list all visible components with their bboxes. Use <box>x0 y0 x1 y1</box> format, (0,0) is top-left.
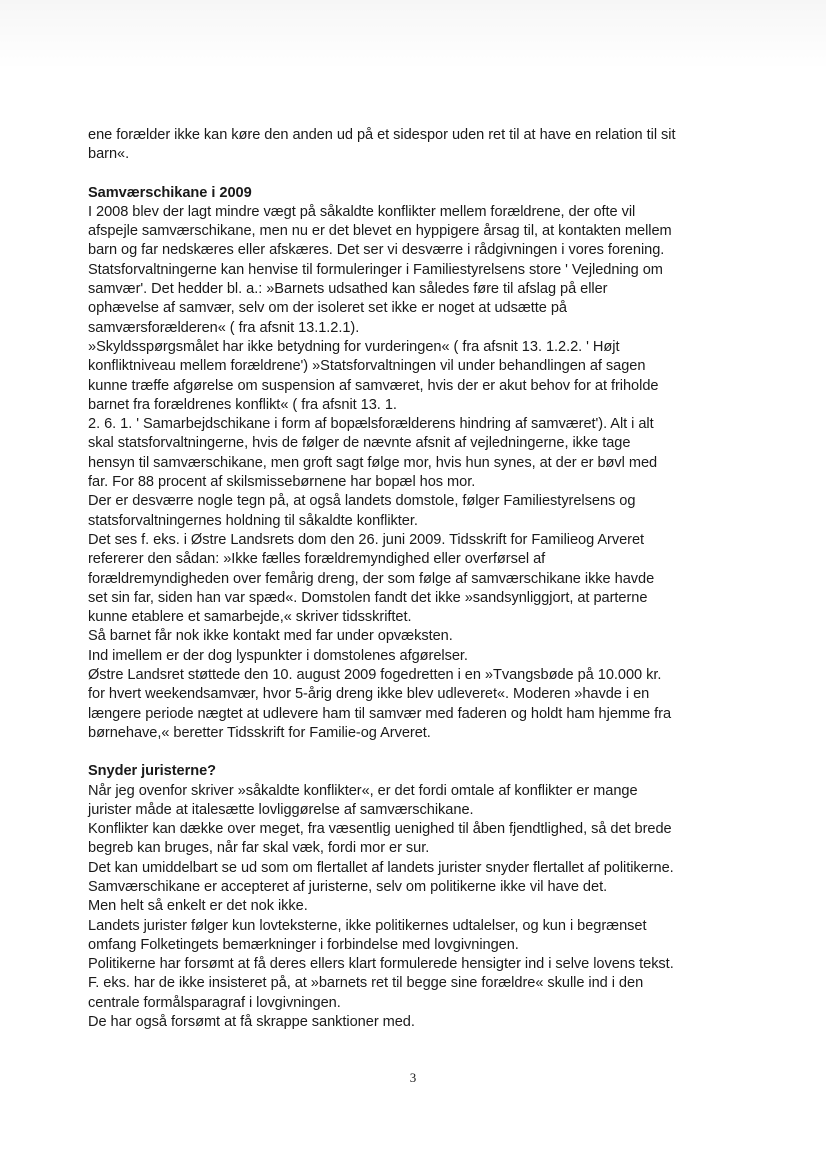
text-line: forældremyndigheden over femårig dreng, der som følge af samværschikane ikke havde <box>88 570 655 587</box>
text-line: »Skyldsspørgsmålet har ikke betydning for vurderingen« ( fra afsnit 13. 1.2.2. ' Højt <box>88 338 620 355</box>
paragraph <box>88 203 748 743</box>
text-line: Men helt så enkelt er det nok ikke. <box>88 898 308 915</box>
text-line: statsforvaltningernes holdning til såkaldte konflikter. <box>88 512 418 529</box>
text-line: F. eks. har de ikke insisteret på, at »barnets ret til begge sine forældre« skulle ind i den <box>88 975 644 992</box>
paragraph <box>88 126 748 165</box>
text-line: centrale formålsparagraf i lovgivningen. <box>88 994 341 1011</box>
text-line: skal statsforvaltningerne, hvis de følger de nævnte afsnit af vejledningerne, ikke tage <box>88 435 631 452</box>
text-line: refererer den sådan: »Ikke fælles forældremyndighed eller overførsel af <box>88 551 546 568</box>
text-line: Statsforvaltningerne kan henvise til formuleringer i Familiestyrelsens store ' Vejledning om <box>88 261 663 278</box>
text-line: begreb kan bruges, når far skal væk, fordi mor er sur. <box>88 840 430 857</box>
text-line: kunne træffe afgørelse om suspension af samværet, hvis der er akut behov for at friholde <box>88 377 659 394</box>
text-line: barn«. <box>88 146 130 163</box>
text-line: Ind imellem er der dog lyspunkter i domstolenes afgørelser. <box>88 647 468 664</box>
text-line: barnet fra forældrenes konflikt« ( fra afsnit 13. 1. <box>88 396 397 413</box>
text-line: far. For 88 procent af skilsmissebørnene har bopæl hos mor. <box>88 474 476 491</box>
text-line: Det kan umiddelbart se ud som om flertallet af landets jurister snyder flertallet af politikerne. <box>88 859 674 876</box>
text-line: Landets jurister følger kun lovteksterne, ikke politikernes udtalelser, og kun i begrænset <box>88 917 647 934</box>
text-line: omfang Folketingets bemærkninger i forbindelse med lovgivningen. <box>88 936 519 953</box>
text-line: De har også forsømt at få skrappe sanktioner med. <box>88 1014 415 1031</box>
text-line: Der er desværre nogle tegn på, at også landets domstole, følger Familiestyrelsens og <box>88 493 636 510</box>
text-line: kunne etablere et samarbejde,« skriver tidsskriftet. <box>88 609 412 626</box>
text-line: Politikerne har forsømt at få deres ellers klart formulerede hensigter ind i selve lovens tekst. <box>88 956 674 973</box>
text-line: ene forælder ikke kan køre den anden ud på et sidespor uden ret til at have en relation til sit <box>88 127 676 143</box>
document-body <box>88 126 748 1032</box>
text-line: længere periode nægtet at udlevere ham til samvær med faderen og holdt ham hjemme fra <box>88 705 672 722</box>
text-line: afspejle samværschikane, men nu er det blevet en hyppigere årsag til, at kontakten mellem <box>88 223 672 240</box>
text-line: ophævelse af samvær, selv om der isoleret set ikke er noget at udsætte på <box>88 300 567 317</box>
text-line: set sin far, siden han var spæd«. Domstolen fandt det ikke »sandsynliggjort, at parterne <box>88 589 648 606</box>
text-line: Konflikter kan dække over meget, fra væsentlig uenighed til åben fjendtlighed, så det brede <box>88 821 672 838</box>
scan-shading <box>0 0 826 70</box>
text-line: Når jeg ovenfor skriver »såkaldte konflikter«, er det fordi omtale af konflikter er mange <box>88 782 638 799</box>
text-line: for hvert weekendsamvær, hvor 5-årig dreng ikke blev udleveret«. Moderen »havde i en <box>88 686 650 703</box>
text-line: børnehave,« beretter Tidsskrift for Familie-og Arveret. <box>88 724 431 741</box>
text-line: Samværschikane er accepteret af juristerne, selv om politikerne ikke vil have det. <box>88 878 608 895</box>
text-line: samvær'. Det hedder bl. a.: »Barnets udsathed kan således føre til afslag på eller <box>88 281 608 298</box>
text-line: Østre Landsret støttede den 10. august 2009 fogedretten i en »Tvangsbøde på 10.000 kr. <box>88 667 662 684</box>
text-line: barn og far nedskæres eller afskæres. Det ser vi desværre i rådgivningen i vores forening. <box>88 242 665 259</box>
text-line: hensyn til samværschikane, men groft sagt følge mor, hvis hun synes, at der er bøvl med <box>88 454 658 471</box>
text-line: I 2008 blev der lagt mindre vægt på såkaldte konflikter mellem forældrene, der ofte vil <box>88 203 636 220</box>
text-line: Så barnet får nok ikke kontakt med far under opvæksten. <box>88 628 453 645</box>
text-line: konfliktniveau mellem forældrene') »Statsforvaltningen vil under behandlingen af sagen <box>88 358 646 375</box>
text-line: 2. 6. 1. ' Samarbejdschikane i form af bopælsforælderens hindring af samværet'). Alt i alt <box>88 416 654 433</box>
section-heading: Snyder juristerne? <box>88 763 217 780</box>
page-number: 3 <box>409 1070 417 1085</box>
text-line: Det ses f. eks. i Østre Landsrets dom den 26. juni 2009. Tidsskrift for Familieog Arveret <box>88 531 645 548</box>
section-heading: Samværschikane i 2009 <box>88 184 252 201</box>
paragraph <box>88 782 748 1033</box>
text-line: jurister måde at italesætte lovliggørelse af samværschikane. <box>88 801 474 818</box>
text-line: samværsforælderen« ( fra afsnit 13.1.2.1). <box>88 319 360 336</box>
